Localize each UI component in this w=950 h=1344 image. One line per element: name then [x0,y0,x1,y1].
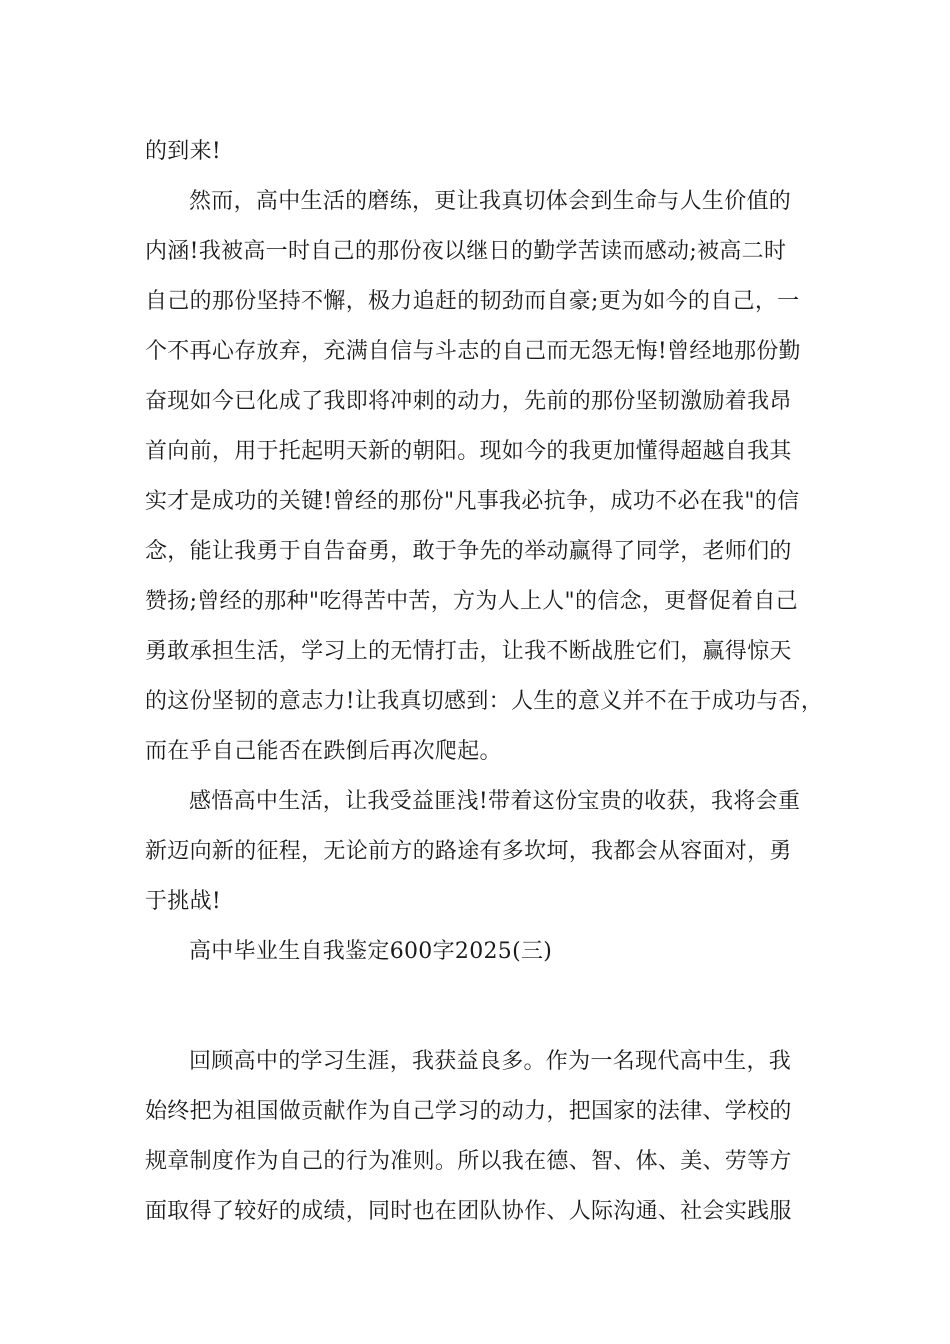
text-line: 赞扬;曾经的那种"吃得苦中苦，方为人上人"的信念，更督促着自己 [145,589,798,614]
text-line: 念，能让我勇于自告奋勇，敢于争先的举动赢得了同学，老师们的 [145,539,792,564]
text-line: 始终把为祖国做贡献作为自己学习的动力，把国家的法律、学校的 [145,1099,792,1124]
text-line: 奋现如今已化成了我即将冲刺的动力，先前的那份坚韧激励着我昂 [145,389,792,414]
text-line: 于挑战! [145,889,222,914]
text-line: 回顾高中的学习生涯，我获益良多。作为一名现代高中生，我 [189,1049,792,1074]
text-line: 而在乎自己能否在跌倒后再次爬起。 [145,739,502,764]
text-line: 规章制度作为自己的行为准则。所以我在德、智、体、美、劳等方 [145,1149,792,1174]
paragraph-review [145,1037,825,1237]
paragraph-continuation [145,127,825,177]
text-line: 的这份坚韧的意志力!让我真切感到：人生的意义并不在于成功与否， [145,689,824,714]
paragraph-conclusion [145,777,825,927]
text-line: 自己的那份坚持不懈，极力追赶的韧劲而自豪;更为如今的自己，一 [145,289,800,314]
text-line: 实才是成功的关键!曾经的那份"凡事我必抗争，成功不必在我"的信 [145,489,800,514]
text-line: 面取得了较好的成绩，同时也在团队协作、人际沟通、社会实践服 [145,1199,792,1224]
text-line: 勇敢承担生活，学习上的无情打击，让我不断战胜它们，赢得惊天 [145,639,792,664]
text-line: 个不再心存放弃，充满自信与斗志的自己而无怨无悔!曾经地那份勤 [145,339,801,364]
text-line: 新迈向新的征程，无论前方的路途有多坎坷，我都会从容面对，勇 [145,839,792,864]
text-line: 首向前，用于托起明天新的朝阳。现如今的我更加懂得超越自我其 [145,439,792,464]
spacer [145,977,825,1037]
section-heading: 高中毕业生自我鉴定600字2025(三) [189,939,553,964]
text-line: 感悟高中生活，让我受益匪浅!带着这份宝贵的收获，我将会重 [189,789,801,814]
text-line: 的到来! [145,139,222,164]
text-line: 内涵!我被高一时自己的那份夜以继日的勤学苦读而感动;被高二时 [145,239,787,264]
text-line: 然而，高中生活的磨练，更让我真切体会到生命与人生价值的 [189,189,792,214]
paragraph-reflection [145,177,825,777]
document-body [145,127,825,1237]
